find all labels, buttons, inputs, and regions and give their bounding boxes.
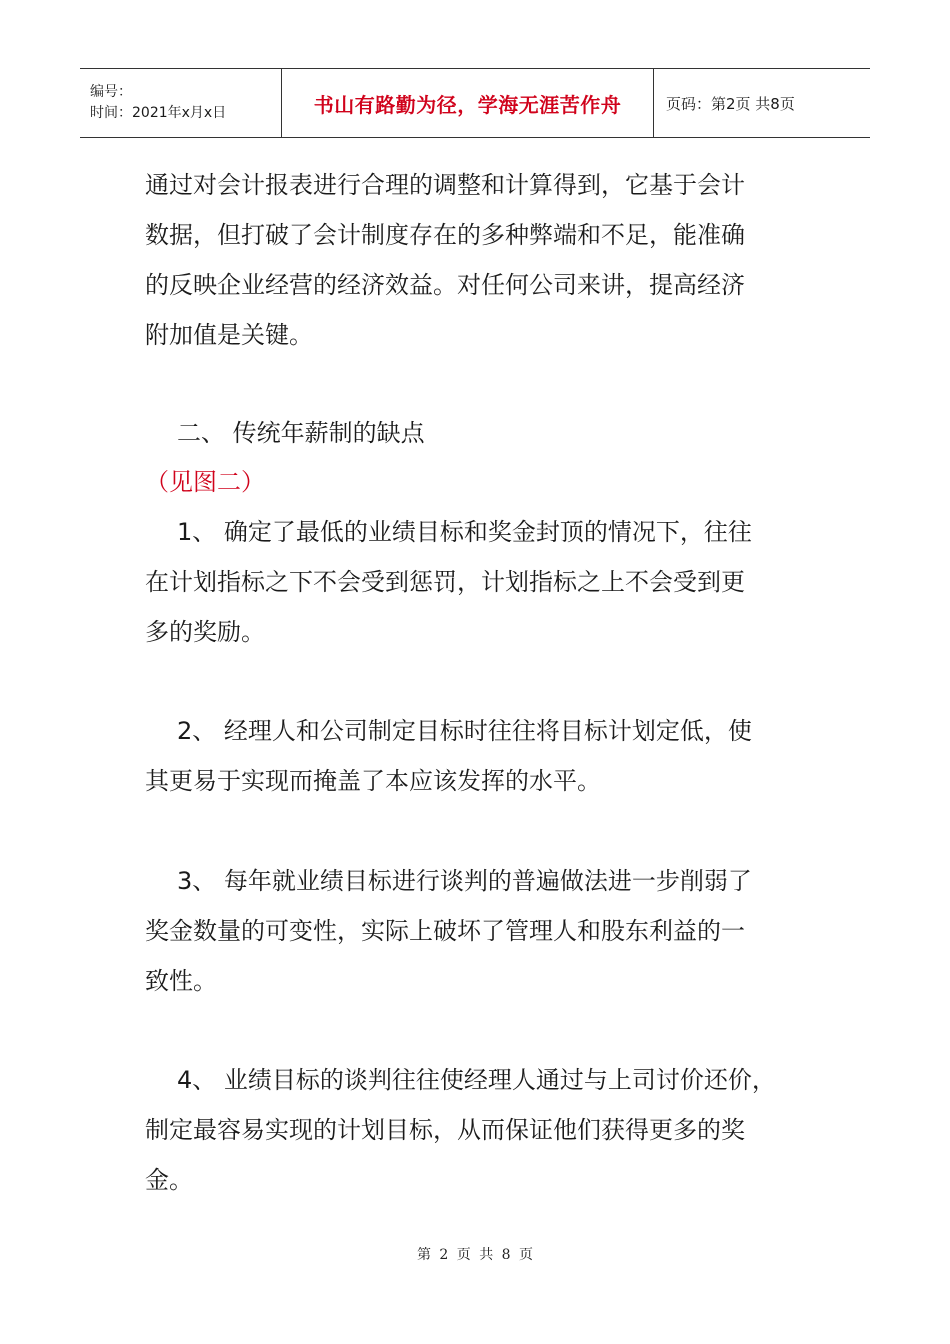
intro-line: 的反映企业经营的经济效益。对任何公司来讲，提高经济: [145, 271, 745, 299]
list-item-line: 其更易于实现而掩盖了本应该发挥的水平。: [145, 767, 601, 795]
list-item-2: [145, 706, 752, 806]
intro-line: 附加值是关键。: [145, 321, 313, 349]
list-item-4: [145, 1055, 776, 1205]
section-heading: 二、 传统年薪制的缺点: [177, 419, 425, 447]
list-item-line: 金。: [145, 1166, 193, 1194]
list-item-line: 1、 确定了最低的业绩目标和奖金封顶的情况下，往往: [177, 518, 752, 546]
header-page-info: 页码：第2页 共8页: [666, 94, 795, 113]
list-item-line: 制定最容易实现的计划目标，从而保证他们获得更多的奖: [145, 1116, 745, 1144]
list-item-line: 2、 经理人和公司制定目标时往往将目标计划定低，使: [177, 717, 752, 745]
intro-line: 数据，但打破了会计制度存在的多种弊端和不足，能准确: [145, 221, 745, 249]
list-item-1: [145, 507, 752, 657]
header-meta: [80, 69, 282, 137]
header-motto: 书山有路勤为径，学海无涯苦作舟: [313, 92, 622, 117]
intro-paragraph: [145, 160, 745, 360]
document-time-label: 时间：2021年x月x日: [90, 105, 227, 121]
list-item-line: 致性。: [145, 967, 217, 995]
list-item-line: 在计划指标之下不会受到惩罚，计划指标之上不会受到更: [145, 568, 745, 596]
list-item-3: [145, 856, 752, 1006]
header-page-info-cell: [654, 69, 870, 137]
header-motto-cell: [282, 69, 654, 137]
list-item-line: 多的奖励。: [145, 618, 265, 646]
list-item-line: 奖金数量的可变性，实际上破坏了管理人和股东利益的一: [145, 917, 745, 945]
intro-line: 通过对会计报表进行合理的调整和计算得到，它基于会计: [145, 171, 745, 199]
list-item-line: 3、 每年就业绩目标进行谈判的普遍做法进一步削弱了: [177, 867, 752, 895]
list-item-line: 4、 业绩目标的谈判往往使经理人通过与上司讨价还价，: [177, 1066, 776, 1094]
page-footer: 第 2 页 共 8 页: [416, 1247, 534, 1263]
figure-reference: （见图二）: [145, 468, 265, 496]
document-number-label: 编号：: [90, 84, 132, 100]
page-header: [80, 68, 870, 138]
